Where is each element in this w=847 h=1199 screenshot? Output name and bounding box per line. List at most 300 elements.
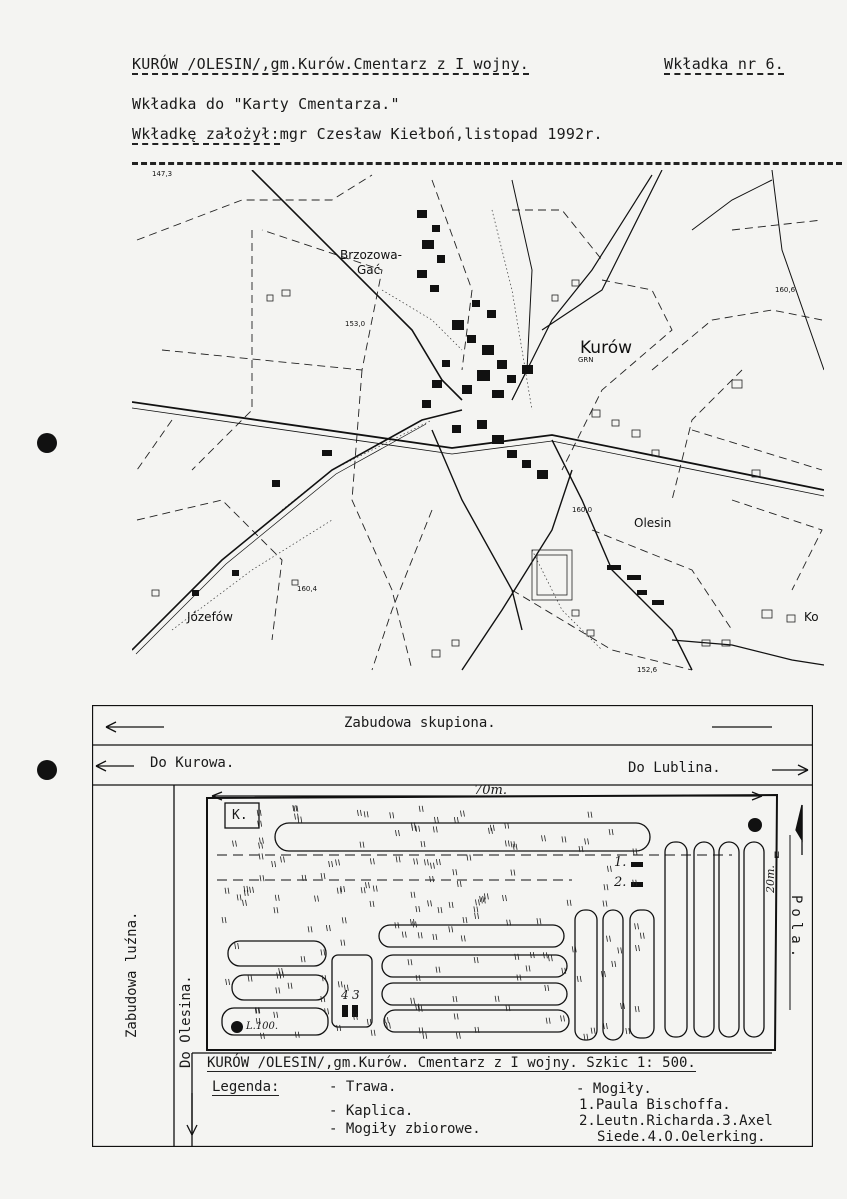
grass-mark [453,869,454,875]
grass-mark [405,932,406,938]
grass-mark [421,932,422,938]
grass-mark [288,983,289,989]
grave-entry: 2.Leutn.Richarda.3.Axel [579,1113,773,1129]
grave-entry: Siede.4.O.Oelerking. [597,1129,766,1145]
grass-mark [416,975,417,981]
grass-mark [540,918,541,924]
grass-mark [638,1006,639,1012]
place-label-brzozowa: Brzozowa- [340,248,402,262]
grass-mark [301,956,302,962]
grass-mark [477,906,478,912]
grass-mark [277,907,278,913]
grass-mark [373,886,374,892]
grass-mark [322,975,323,981]
grass-mark [421,841,422,847]
width-dimension: 70m. [474,783,508,798]
grass-mark [262,843,263,849]
grass-mark [373,901,374,907]
grass-mark [411,998,412,1004]
grass-mark [474,957,475,963]
grass-mark [464,935,465,941]
grass-mark [633,849,634,855]
grass-mark [311,926,312,932]
grass-mark [376,886,377,892]
place-label-olesin: Olesin [634,516,672,530]
grass-mark [295,1032,296,1038]
grass-mark [235,841,236,847]
grass-mark [398,830,399,836]
grass-mark [278,895,279,901]
grass-mark [635,1006,636,1012]
grass-mark [454,817,455,823]
elevation-label: 153,0 [345,320,366,328]
grass-mark [344,940,345,946]
grass-mark [461,935,462,941]
insert-number: Wkładka nr 6. [664,55,784,73]
grass-mark [526,965,527,971]
grass-mark [419,806,420,812]
grass-mark [606,901,607,907]
grass-mark [529,965,530,971]
author-line [132,125,603,143]
grass-mark [415,825,416,831]
grass-mark [365,882,366,888]
punch-hole-top [37,433,57,453]
grass-mark [257,810,258,816]
grass-mark [612,829,613,835]
grass-mark [594,1028,595,1034]
grass-mark [480,896,481,902]
grass-mark [410,919,411,925]
grave-marker-2: 2. [614,875,627,890]
grave-entry: 1.Paula Bischoffa. [579,1097,731,1113]
place-label-grn: GRN [578,356,594,364]
grass-mark [225,888,226,894]
grass-mark [588,838,589,844]
grass-mark [610,866,611,872]
grass-mark [565,836,566,842]
grass-mark [411,892,412,898]
grass-mark [337,1025,338,1031]
grass-mark [222,917,223,923]
grass-mark [626,1028,627,1034]
grass-mark [414,998,415,1004]
grass-mark [360,842,361,848]
grass-mark [280,856,281,862]
grass-mark [545,985,546,991]
map-drawing [132,170,824,672]
grass-mark [419,826,420,832]
grass-mark [298,1032,299,1038]
punch-hole-bottom [37,760,57,780]
grass-mark [396,856,397,862]
grass-mark [457,1013,458,1019]
grass-mark [517,975,518,981]
grass-mark [606,936,607,942]
grass-mark [436,859,437,865]
grass-mark [424,859,425,865]
grass-mark [364,887,365,893]
grass-mark [639,945,640,951]
grass-mark [423,1033,424,1039]
grass-mark [636,849,637,855]
grass-mark [577,976,578,982]
legend-mass-graves: - Mogiły zbiorowe. [329,1121,481,1137]
grass-mark [321,949,322,955]
grass-mark [399,856,400,862]
grass-mark [237,894,238,900]
grass-mark [414,892,415,898]
grass-mark [395,922,396,928]
grass-mark [456,1033,457,1039]
grass-mark [416,921,417,927]
grass-mark [339,859,340,865]
grass-mark [609,936,610,942]
grass-mark [457,881,458,887]
grass-mark [551,955,552,961]
grass-mark [520,975,521,981]
grass-mark [635,923,636,929]
grass-mark [260,1033,261,1039]
grass-mark [275,861,276,867]
grass-mark [367,1019,368,1025]
grass-mark [272,861,273,867]
legend-grass: - Trawa. [329,1079,397,1095]
grass-mark [546,1018,547,1024]
grass-mark [326,925,327,931]
grass-mark [324,949,325,955]
grass-mark [533,952,534,958]
grass-mark [329,861,330,867]
grass-mark [636,945,637,951]
grass-mark [604,884,605,890]
grass-mark [259,838,260,844]
grass-mark [325,1008,326,1014]
grass-mark [475,913,476,919]
grass-mark [419,975,420,981]
grass-mark [530,952,531,958]
grass-mark [604,971,605,977]
grass-mark [413,919,414,925]
grass-mark [411,959,412,965]
road-to-olesin-label: Do Olesina. [178,975,194,1068]
grass-mark [436,826,437,832]
grass-mark [478,913,479,919]
left-band-label: Zabudowa luźna. [124,911,140,1038]
grass-mark [398,922,399,928]
depth-dimension: 20m. [764,865,777,893]
grass-mark [454,1013,455,1019]
grass-mark [367,811,368,817]
grass-mark [329,925,330,931]
grass-mark [232,841,233,847]
grass-mark [643,933,644,939]
grass-mark [618,947,619,953]
grass-mark [511,870,512,876]
grass-mark [572,946,573,952]
grass-mark [548,955,549,961]
grass-mark [248,976,249,982]
grass-mark [262,838,263,844]
grass-mark [282,968,283,974]
grass-mark [370,858,371,864]
grass-mark [456,996,457,1002]
grass-mark [421,1006,422,1012]
grass-mark [426,1033,427,1039]
grass-mark [416,826,417,832]
grass-mark [474,906,475,912]
grass-mark [430,876,431,882]
grass-mark [585,838,586,844]
grass-mark [428,900,429,906]
grass-mark [466,917,467,923]
grass-mark [561,1015,562,1021]
elevation-label: 160,4 [297,585,318,593]
grass-mark [624,1003,625,1009]
elevation-label: 160,6 [775,286,796,294]
grass-mark [460,881,461,887]
grass-mark [475,899,476,905]
grass-mark [360,810,361,816]
grass-mark [390,812,391,818]
grass-mark [371,1030,372,1036]
grass-mark [433,876,434,882]
grass-mark [341,940,342,946]
grass-mark [321,873,322,879]
grass-mark [511,841,512,847]
grass-mark [262,853,263,859]
grass-mark [424,841,425,847]
grass-mark [467,855,468,861]
grass-mark [433,863,434,869]
grass-mark [340,1025,341,1031]
top-band-label: Zabudowa skupiona. [344,715,496,731]
grass-mark [591,812,592,818]
grass-mark [621,1003,622,1009]
grass-mark [373,858,374,864]
grass-mark [606,1023,607,1029]
grass-mark [638,923,639,929]
doc-title: KURÓW /OLESIN/,gm.Kurów.Cmentarz z I wojny. [132,55,529,73]
grass-mark [304,956,305,962]
grass-mark [368,882,369,888]
grass-mark [434,817,435,823]
grass-mark [580,976,581,982]
author-prefix: Wkładkę założył: [132,125,280,143]
grass-mark [609,829,610,835]
grass-mark [436,967,437,973]
grass-mark [263,1033,264,1039]
grass-mark [502,895,503,901]
grass-mark [276,987,277,993]
elevation-label: 160,0 [572,506,593,514]
grass-mark [463,917,464,923]
grass-mark [229,979,230,985]
grass-mark [587,1034,588,1040]
grass-mark [548,985,549,991]
grass-mark [408,959,409,965]
grass-mark [436,934,437,940]
grass-mark [493,825,494,831]
grass-mark [495,996,496,1002]
grass-mark [344,886,345,892]
grave-marker-1: 1. [614,855,627,870]
grass-mark [389,1023,390,1029]
grass-mark [588,812,589,818]
grass-mark [621,947,622,953]
grass-mark [543,952,544,958]
grass-mark [562,968,563,974]
grass-mark [228,888,229,894]
grass-mark [584,1034,585,1040]
grass-mark [498,996,499,1002]
grass-mark [431,900,432,906]
grass-mark [516,844,517,850]
grass-mark [253,887,254,893]
grass-mark [477,957,478,963]
grass-mark [514,870,515,876]
grass-mark [505,895,506,901]
road-to-lublin-label: Do Lublina. [628,760,721,776]
grass-mark [615,961,616,967]
grass-mark [328,1008,329,1014]
grass-mark [603,901,604,907]
grass-mark [460,811,461,817]
grass-mark [342,917,343,923]
grass-mark [601,971,602,977]
author-name: mgr Czesław Kiełboń,listopad 1992r. [279,125,603,143]
grass-mark [315,896,316,902]
place-label-kurow: Kurów [580,338,632,358]
grass-mark [427,859,428,865]
grass-mark [337,888,338,894]
grass-mark [295,814,296,820]
grass-mark [542,835,543,841]
grass-mark [449,926,450,932]
grass-mark [274,907,275,913]
grass-mark [438,907,439,913]
grass-mark [395,830,396,836]
grass-mark [332,861,333,867]
grass-mark [537,918,538,924]
grass-mark [453,996,454,1002]
grass-mark [417,858,418,864]
grass-mark [291,983,292,989]
fields-label: Pola. [788,895,804,963]
grass-mark [607,866,608,872]
grass-mark [433,934,434,940]
grass-mark [250,887,251,893]
grass-mark [338,981,339,987]
grass-mark [612,961,613,967]
grass-mark [345,917,346,923]
grass-mark [514,841,515,847]
grass-mark [549,1018,550,1024]
grass-mark [422,806,423,812]
grass-mark [321,996,322,1002]
grass-mark [640,933,641,939]
grass-mark [505,840,506,846]
grass-mark [607,884,608,890]
grass-mark [402,932,403,938]
grass-mark [463,811,464,817]
grass-mark [261,821,262,827]
grass-mark [439,859,440,865]
grass-mark [413,921,414,927]
grass-mark [459,1033,460,1039]
place-label-jozefow: Józefów [187,610,233,624]
grass-mark [452,902,453,908]
grass-mark [242,900,243,906]
grass-mark [260,875,261,881]
grass-mark [240,894,241,900]
grass-mark [235,943,236,949]
grass-mark [452,926,453,932]
grass-mark [478,899,479,905]
grass-mark [433,826,434,832]
grass-mark [490,825,491,831]
insert-subtitle: Wkładka do "Karty Cmentarza." [132,95,400,113]
grass-mark [491,828,492,834]
grass-mark [225,917,226,923]
grass-mark [279,968,280,974]
place-label-gac: Gać [357,263,381,277]
grass-mark [301,817,302,823]
grass-mark [591,1028,592,1034]
grass-mark [456,869,457,875]
legend-chapel: - Kaplica. [329,1103,414,1119]
legend-graves: - Mogiły. [576,1081,652,1097]
grass-mark [513,844,514,850]
grass-mark [341,981,342,987]
grass-mark [481,897,482,903]
grass-mark [567,900,568,906]
grass-mark [318,896,319,902]
grass-mark [363,842,364,848]
grass-mark [308,926,309,932]
header-separator [132,162,842,165]
mass-grave-label: L.100. [246,1021,279,1032]
grass-mark [419,906,420,912]
grass-mark [387,1017,388,1023]
grass-mark [259,853,260,859]
grass-mark [279,987,280,993]
grass-mark [414,858,415,864]
grass-mark [412,825,413,831]
grass-mark [274,1012,275,1018]
grass-mark [437,817,438,823]
grass-mark [488,828,489,834]
grass-mark [483,896,484,902]
grass-mark [370,901,371,907]
legend-title: Legenda: [212,1079,280,1095]
grass-mark [245,900,246,906]
grass-mark [251,976,252,982]
grass-mark [277,1012,278,1018]
chapel-mark: K. [232,808,248,823]
grass-mark [470,855,471,861]
grass-mark [260,810,261,816]
grass-mark [259,843,260,849]
topographic-map [132,170,824,672]
road-to-kurow-label: Do Kurowa. [150,755,235,771]
north-mark: N [774,851,780,861]
grass-mark [562,836,563,842]
grave-marker-3: 3 [352,988,360,1002]
grass-mark [263,875,264,881]
grass-mark [430,863,431,869]
grass-mark [275,895,276,901]
